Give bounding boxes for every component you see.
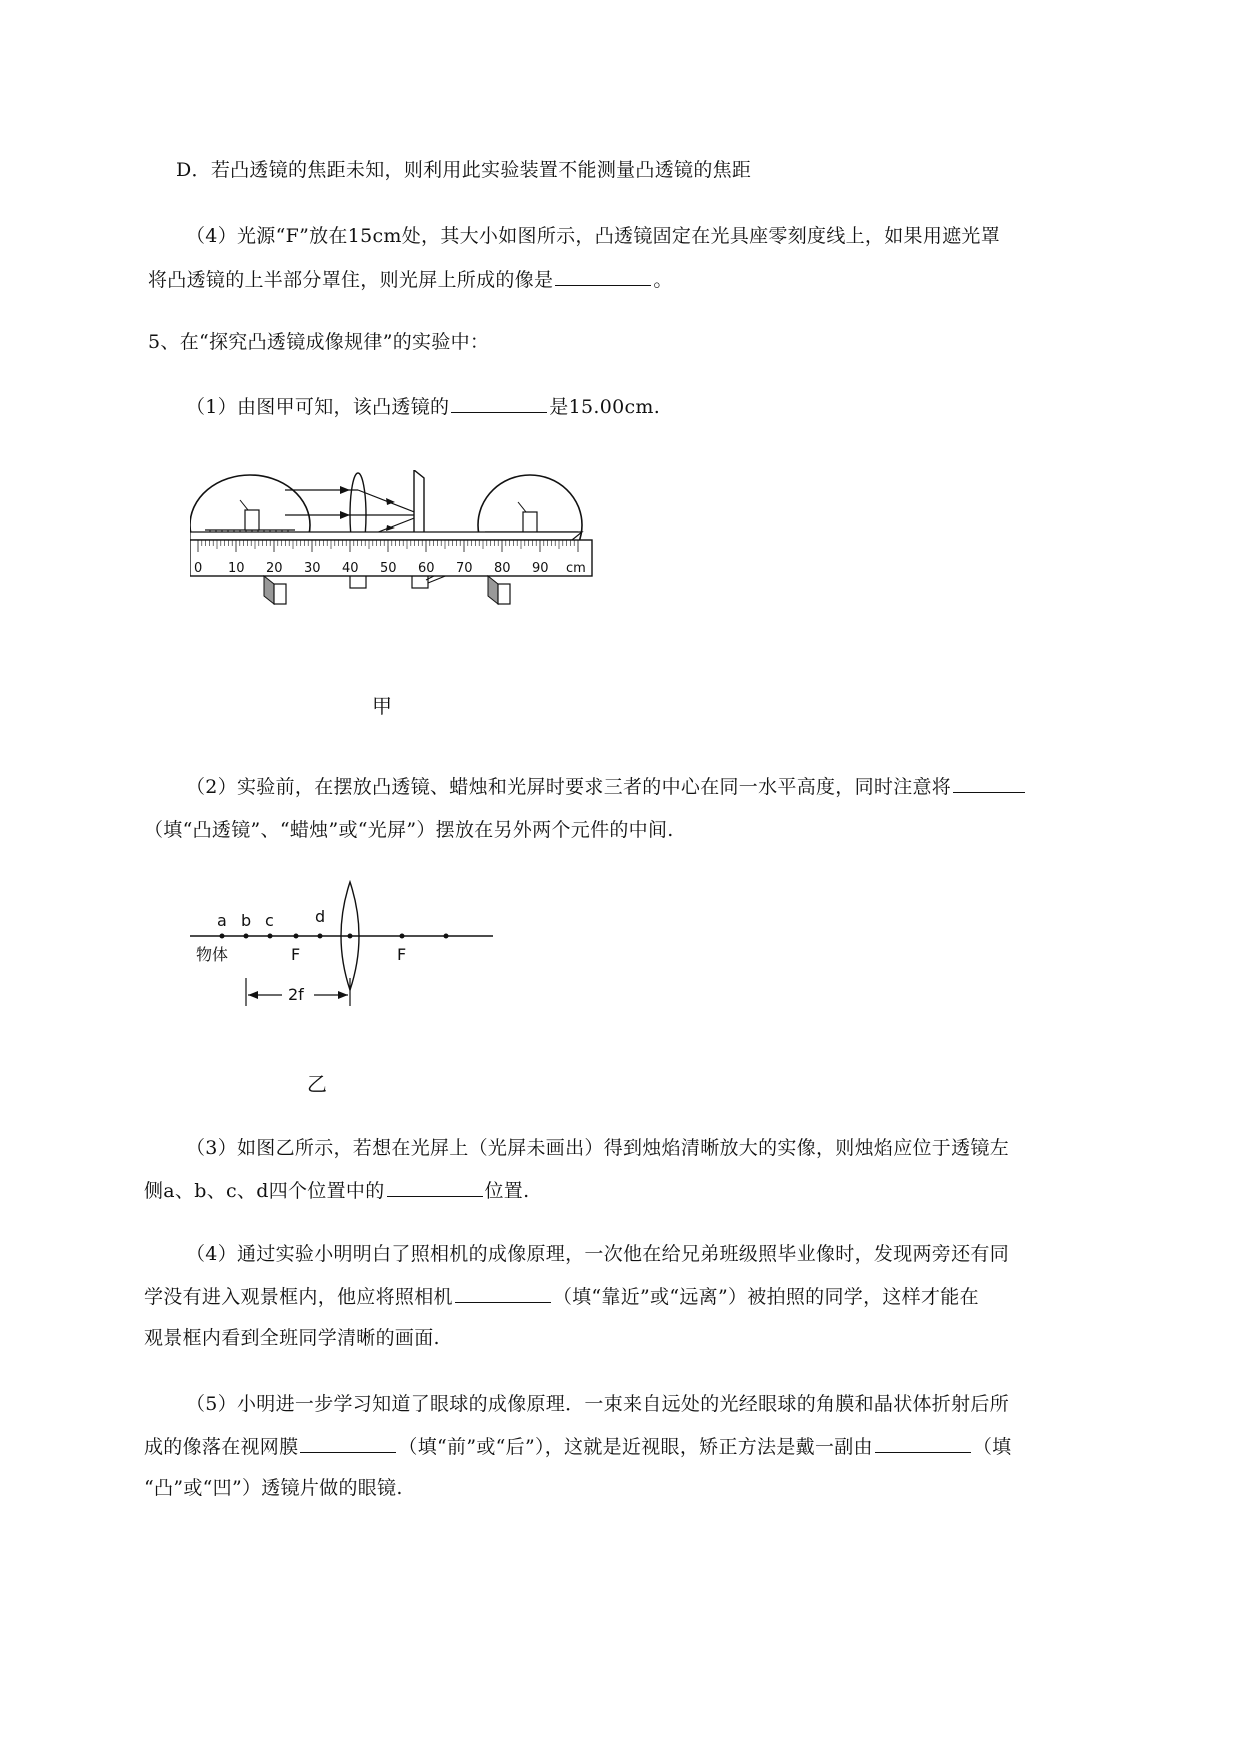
q5-part5-line3 [144,1476,403,1500]
option-d [176,158,751,182]
figure-jia-caption: 甲 [372,694,392,718]
q4-part4-line2 [148,267,673,292]
answer-blank[interactable] [953,774,1025,793]
answer-blank[interactable] [387,1178,483,1197]
ruler-label: 80 [494,561,511,576]
q5-part4-line2 [144,1284,979,1309]
q5-p2-text-a: （2）实验前，在摆放凸透镜、蜡烛和光屏时要求三者的中心在同一水平高度，同时注意将 [186,776,952,798]
point-c-label: c [265,911,274,930]
q5-p3-text-b: 侧a、b、c、d四个位置中的 [144,1180,385,1202]
q5-p4-text-c: （填“靠近”或“远离”）被拍照的同学，这样才能在 [552,1286,979,1308]
q5-p3-text-a: （3）如图乙所示，若想在光屏上（光屏未画出）得到烛焰清晰放大的实像，则烛焰应位于透镜左 [186,1137,1009,1159]
q5-p5-text-c: （填“前”或“后”），这就是近视眼，矫正方法是戴一副由 [398,1436,873,1458]
q4-part4-end: 。 [653,269,673,291]
ruler-label: 0 [194,561,203,576]
answer-blank[interactable] [455,1284,551,1303]
point-a-label: a [217,911,227,930]
q5-part2-line1 [186,774,1027,799]
q5-p4-text-d: 观景框内看到全班同学清晰的画面. [144,1327,440,1349]
q5-p1-text-a: （1）由图甲可知，该凸透镜的 [186,396,450,418]
q4-part4-text-b: 将凸透镜的上半部分罩住，则光屏上所成的像是 [148,269,554,291]
ruler-label: 60 [418,561,435,576]
focal-left-label: F [291,945,301,964]
answer-blank[interactable] [300,1434,396,1453]
point-b-label: b [241,911,252,930]
q5-title [148,330,489,354]
ruler-label: 30 [304,561,321,576]
focal-right-label: F [397,945,407,964]
q4-part4-line1 [186,224,1000,248]
answer-blank[interactable] [875,1434,971,1453]
ruler-label: 40 [342,561,359,576]
option-d-text: D．若凸透镜的焦距未知，则利用此实验装置不能测量凸透镜的焦距 [176,159,752,181]
ruler-label: 90 [532,561,549,576]
answer-blank[interactable] [555,267,651,286]
ruler-label: 70 [456,561,473,576]
distance-label: 2f [288,985,304,1004]
figure-yi-caption: 乙 [307,1072,327,1096]
ruler-label: cm [566,561,586,576]
q4-part4-text-a: （4）光源“F”放在15cm处，其大小如图所示，凸透镜固定在光具座零刻度线上，如果用遮光罩 [186,225,1001,247]
q5-part2-line2 [144,818,674,842]
object-label: 物体 [196,945,229,964]
q5-part5-line1 [186,1392,1009,1416]
q5-part3-line1 [186,1136,1009,1160]
q5-p5-text-e: “凸”或“凹”）透镜片做的眼镜. [144,1477,403,1499]
q5-part4-line1 [186,1242,1009,1266]
q5-part4-line3 [144,1326,440,1350]
q5-p5-text-d: （填 [972,1436,1012,1458]
q5-p5-text-a: （5）小明进一步学习知道了眼球的成像原理．一束来自远处的光经眼球的角膜和晶状体折射后所 [186,1393,1009,1415]
ruler-label: 50 [380,561,397,576]
answer-blank[interactable] [451,394,547,413]
figure-yi-lens-diagram [190,880,510,1020]
q5-part3-line2 [144,1178,529,1203]
point-d-label: d [315,907,326,926]
figure-jia-optical-bench [190,470,670,680]
ruler-label: 20 [266,561,283,576]
q5-p1-text-b: 是15.00cm. [549,396,661,418]
q5-p3-text-c: 位置. [484,1180,530,1202]
q5-p2-text-b: （填“凸透镜”、“蜡烛”或“光屏”）摆放在另外两个元件的中间. [144,819,674,841]
q5-p4-text-a: （4）通过实验小明明白了照相机的成像原理，一次他在给兄弟班级照毕业像时，发现两旁还有同 [186,1243,1009,1265]
q5-p5-text-b: 成的像落在视网膜 [144,1436,299,1458]
ruler-label: 10 [228,561,245,576]
q5-part1 [186,394,660,419]
q5-title-text: 5、在“探究凸透镜成像规律”的实验中： [148,331,490,353]
q5-p4-text-b: 学没有进入观景框内，他应将照相机 [144,1286,453,1308]
q5-part5-line2 [144,1434,1011,1459]
